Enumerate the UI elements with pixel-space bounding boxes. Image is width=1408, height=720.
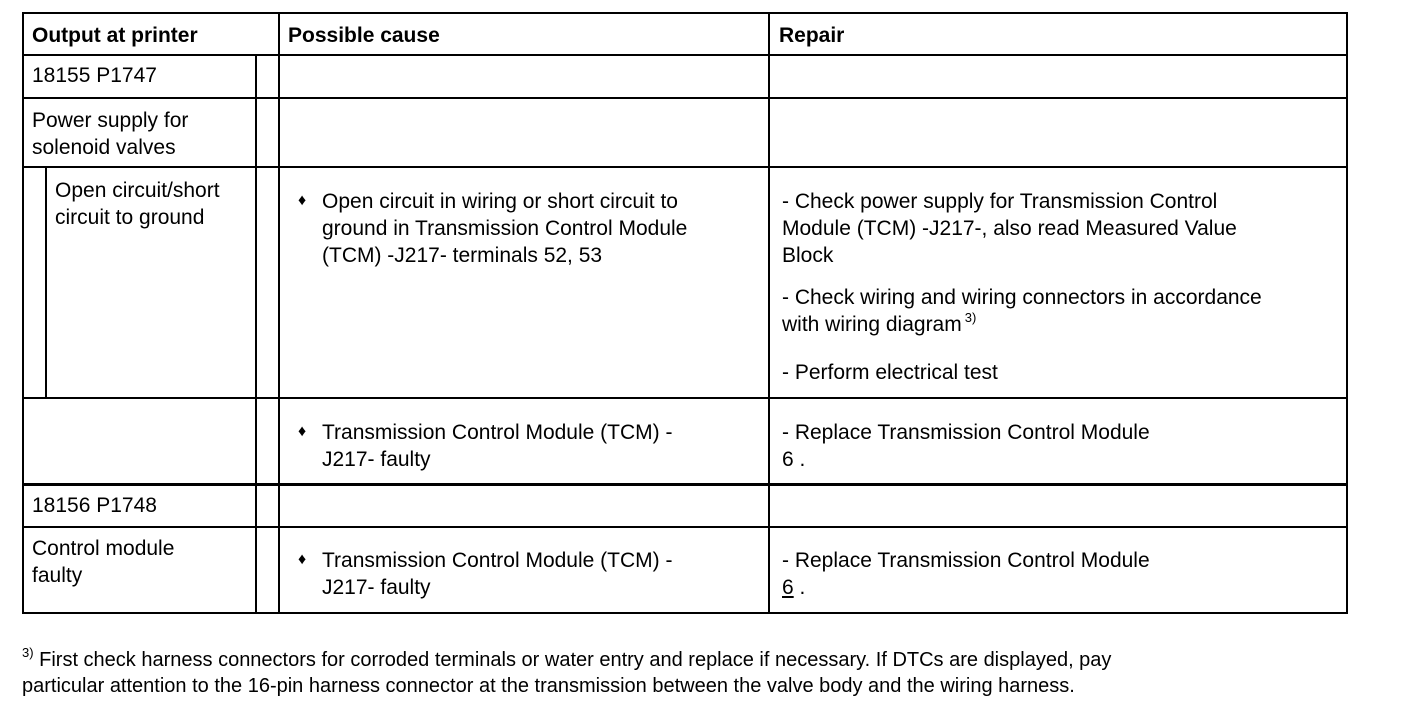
diamond-bullet-icon: ♦ <box>298 551 307 568</box>
dtc-code: 18155 P1747 <box>32 64 157 87</box>
footnote: $^{3)}$ First check harness connectors for corroded terminals or water entry and replace if necessary. If DTCs are displayed, pay particular attention to the 16-pin harness connector at the transmission between the valve body and the wiring harness. <box>22 645 1112 697</box>
fault-title: Power supply for solenoid valves <box>32 109 189 159</box>
repair-reference-link[interactable]: 6 <box>782 576 794 599</box>
column-divider <box>255 54 257 167</box>
column-divider <box>255 166 257 398</box>
column-divider <box>768 12 770 614</box>
footnote-marker: 3) <box>22 645 34 660</box>
column-divider <box>255 483 257 614</box>
header-cause: Possible cause <box>288 24 440 47</box>
footnote-ref: 3) <box>964 310 977 325</box>
cause-text: Transmission Control Module (TCM) - J217- faulty <box>322 421 673 471</box>
repair-text: - Check power supply for Transmission Control Module (TCM) -J217-, also read Measured Value Block <box>782 190 1237 267</box>
cause-text: Open circuit in wiring or short circuit to ground in Transmission Control Module (TCM) -J217- terminals 52, 53 <box>322 190 688 267</box>
diamond-bullet-icon: ♦ <box>298 423 307 440</box>
column-divider <box>255 397 257 485</box>
fault-title: Control module faulty <box>32 537 175 587</box>
repair-text: - Replace Transmission Control Module 6 . <box>782 549 1150 599</box>
repair-text: - Replace Transmission Control Module 6 . <box>782 421 1150 471</box>
repair-text: - Check wiring and wiring connectors in accordance with wiring diagram $^{3)}$ <box>782 286 1262 336</box>
row-divider <box>22 97 1348 99</box>
header-repair: Repair <box>779 24 845 47</box>
fault-subtype: Open circuit/short circuit to ground <box>55 179 220 229</box>
repair-reference-link[interactable]: 6 <box>782 448 794 471</box>
repair-text: - Perform electrical test <box>782 361 998 384</box>
dtc-code: 18156 P1748 <box>32 494 157 517</box>
row-divider <box>22 397 1348 399</box>
column-divider <box>278 12 280 614</box>
row-divider <box>22 526 1348 528</box>
header-output: Output at printer <box>32 24 198 47</box>
row-divider <box>22 54 1348 56</box>
row-divider <box>22 166 1348 168</box>
indent-divider <box>45 166 47 398</box>
row-divider <box>22 483 1348 486</box>
diamond-bullet-icon: ♦ <box>298 192 307 209</box>
cause-text: Transmission Control Module (TCM) - J217- faulty <box>322 549 673 599</box>
